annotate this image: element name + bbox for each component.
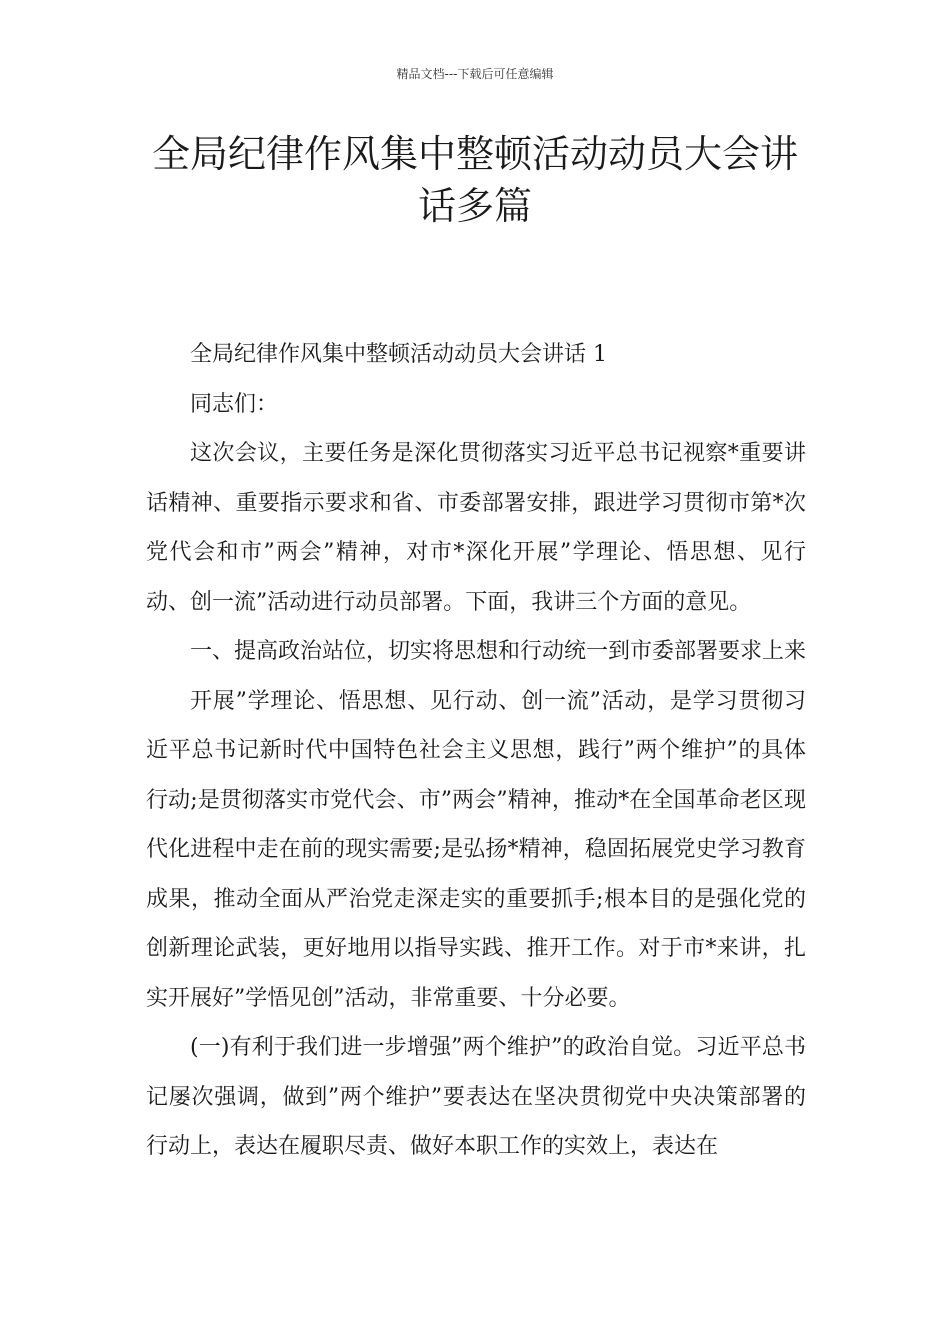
document-body: [146, 330, 806, 1172]
body-paragraph: 这次会议，主要任务是深化贯彻落实习近平总书记视察*重要讲话精神、重要指示要求和省、市委部署安排，跟进学习贯彻市第*次党代会和市”两会”精神，对市*深化开展”学理论、悟思想、见行动、创一流”活动进行动员部署。下面，我讲三个方面的意见。: [146, 441, 806, 615]
section-heading: 全局纪律作风集中整顿活动动员大会讲话 1: [190, 342, 607, 367]
header-note: 精品文档---下载后可任意编辑: [396, 67, 554, 81]
salutation: 同志们：: [190, 391, 279, 417]
body-paragraph: (一)有利于我们进一步增强”两个维护”的政治自觉。习近平总书记屡次强调，做到”两个维护”要表达在坚决贯彻党中央决策部署的行动上，表达在履职尽责、做好本职工作的实效上，表达在: [146, 1035, 806, 1159]
body-paragraph: 开展”学理论、悟思想、见行动、创一流”活动，是学习贯彻习近平总书记新时代中国特色社会主义思想，践行”两个维护”的具体行动;是贯彻落实市党代会、市”两会”精神，推动*在全国革命老区现代化进程中走在前的现实需要;是弘扬*精神，稳固拓展党史学习教育成果，推动全面从严治党走深走实的重要抓手;根本目的是强化党的创新理论武装，更好地用以指导实践、推开工作。对于市*来讲，扎实开展好”学悟见创”活动，非常重要、十分必要。: [146, 688, 806, 1011]
section-heading-1: 一、提高政治站位，切实将思想和行动统一到市委部署要求上来: [190, 639, 807, 664]
document-title: 全局纪律作风集中整顿活动动员大会讲话多篇: [151, 132, 798, 228]
